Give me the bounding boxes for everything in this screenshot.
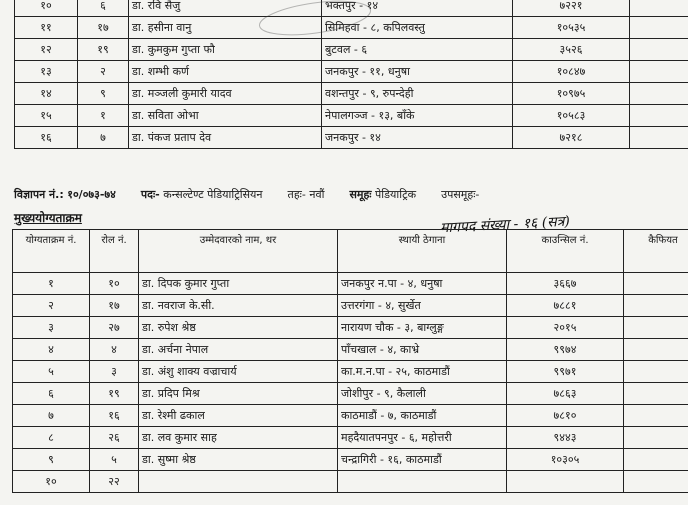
table-row <box>13 471 688 493</box>
cell-roll: १७ <box>78 17 129 39</box>
table-row <box>13 427 688 449</box>
cell-roll: १९ <box>90 383 139 405</box>
cell-roll: ६ <box>78 0 129 17</box>
cell-roll: २७ <box>90 317 139 339</box>
cell-council: १०३०५ <box>507 449 624 471</box>
cell-council: ९९७४ <box>507 339 624 361</box>
level-value: नवौं <box>309 188 325 201</box>
cell-roll: १६ <box>90 405 139 427</box>
cell-address: नेपालगञ्ज - १३, बाँके <box>322 105 513 127</box>
cell-remarks <box>624 405 688 427</box>
cell-roll: २२ <box>90 471 139 493</box>
header-name: उम्मेदवारको नाम, थर <box>139 230 338 273</box>
header-council: काउन्सिल नं. <box>507 230 624 273</box>
table-row <box>15 39 688 61</box>
cell-merit: १२ <box>15 39 78 61</box>
handwritten-note: मागपद संख्या - १६ (सत्र) <box>439 213 571 237</box>
cell-merit: ८ <box>13 427 90 449</box>
cell-name: डा. दिपक कुमार गुप्ता <box>139 273 338 295</box>
cell-name: डा. सुष्मा श्रेष्ठ <box>139 449 338 471</box>
cell-name: डा. पंकज प्रताप देव <box>129 127 322 149</box>
cell-name: डा. नवराज के.सी. <box>139 295 338 317</box>
cell-merit: १० <box>15 0 78 17</box>
table-row <box>15 61 688 83</box>
cell-merit: ९ <box>13 449 90 471</box>
cell-name: डा. लव कुमार साह <box>139 427 338 449</box>
cell-roll: १७ <box>90 295 139 317</box>
cell-roll: २ <box>78 61 129 83</box>
cell-roll: १ <box>78 105 129 127</box>
cell-remarks <box>624 273 688 295</box>
cell-remarks <box>624 361 688 383</box>
top-results-table <box>14 0 688 149</box>
cell-council: ७८१० <box>507 405 624 427</box>
cell-merit: १ <box>13 273 90 295</box>
cell-name: डा. रवि सैजु <box>129 0 322 17</box>
header-remarks: कैफियत <box>624 230 688 273</box>
cell-merit: ७ <box>13 405 90 427</box>
cell-council: १०९७५ <box>513 83 630 105</box>
cell-remarks <box>630 61 688 83</box>
cell-council: २०१५ <box>507 317 624 339</box>
cell-address <box>338 471 507 493</box>
cell-merit: २ <box>13 295 90 317</box>
cell-address: नारायण चौक - ३, बाग्लुङ्ग <box>338 317 507 339</box>
cell-name: डा. रुपेश श्रेष्ठ <box>139 317 338 339</box>
group-label: समूहः <box>349 188 372 201</box>
cell-address: पाँचखाल - ४, काभ्रे <box>338 339 507 361</box>
cell-council: ७८८१ <box>507 295 624 317</box>
cell-remarks <box>624 339 688 361</box>
cell-address: का.म.न.पा - २५, काठमाडौं <box>338 361 507 383</box>
cell-name: डा. रेश्मी ढकाल <box>139 405 338 427</box>
cell-remarks <box>630 127 688 149</box>
cell-name: डा. प्रदिप मिश्र <box>139 383 338 405</box>
table-row <box>15 127 688 149</box>
cell-address: सिमिहवा - ८, कपिलवस्तु <box>322 17 513 39</box>
merit-table <box>12 229 688 493</box>
cell-council: ७२१८ <box>513 127 630 149</box>
cell-name: डा. शम्भी कर्ण <box>129 61 322 83</box>
table-row <box>13 449 688 471</box>
cell-roll: १९ <box>78 39 129 61</box>
table-row <box>13 339 688 361</box>
table-row <box>13 383 688 405</box>
cell-council <box>507 471 624 493</box>
cell-address: जोशीपुर - ९, कैलाली <box>338 383 507 405</box>
cell-merit: १३ <box>15 61 78 83</box>
subgroup-label: उपसमूहः- <box>441 188 480 201</box>
cell-remarks <box>630 83 688 105</box>
advert-number: १०/०७३-७४ <box>67 188 116 201</box>
table-header-row <box>13 230 688 273</box>
table-row <box>13 405 688 427</box>
cell-name: डा. मञ्जली कुमारी यादव <box>129 83 322 105</box>
cell-address: उत्तरगंगा - ४, सुर्खेत <box>338 295 507 317</box>
merit-list-heading: मुख्ययोग्यताक्रम <box>14 211 82 225</box>
cell-name: डा. कुमकुम गुप्ता फौ <box>129 39 322 61</box>
cell-merit: १५ <box>15 105 78 127</box>
cell-remarks <box>624 449 688 471</box>
cell-council: १०५३५ <box>513 17 630 39</box>
cell-name <box>139 471 338 493</box>
header-roll: रोल नं. <box>90 230 139 273</box>
cell-address: भक्तपुर - १४ <box>322 0 513 17</box>
level-label: तहः- <box>287 188 306 201</box>
cell-roll: ४ <box>90 339 139 361</box>
cell-merit: १६ <box>15 127 78 149</box>
header-merit: योग्यताक्रम नं. <box>13 230 90 273</box>
cell-roll: १० <box>90 273 139 295</box>
cell-name: डा. हसीना वानु <box>129 17 322 39</box>
cell-address: वशन्तपुर - ९, रुपन्देही <box>322 83 513 105</box>
cell-address: जनकपुर न.पा - ४, धनुषा <box>338 273 507 295</box>
cell-council: १०८४७ <box>513 61 630 83</box>
table-row <box>13 317 688 339</box>
cell-remarks <box>630 0 688 17</box>
cell-roll: ७ <box>78 127 129 149</box>
cell-council: ९४४३ <box>507 427 624 449</box>
cell-council: १०५८३ <box>513 105 630 127</box>
cell-remarks <box>630 39 688 61</box>
cell-merit: ४ <box>13 339 90 361</box>
cell-roll: ५ <box>90 449 139 471</box>
table-row <box>13 273 688 295</box>
header-address: स्थायी ठेगाना <box>338 230 507 273</box>
cell-remarks <box>624 383 688 405</box>
cell-remarks <box>630 17 688 39</box>
table-row <box>15 17 688 39</box>
cell-council: ७२२१ <box>513 0 630 17</box>
cell-council: ३६६७ <box>507 273 624 295</box>
cell-name: डा. सविता ओभा <box>129 105 322 127</box>
cell-name: डा. अर्चना नेपाल <box>139 339 338 361</box>
post-value: कन्सल्टेण्ट पेडियाट्रिसियन <box>163 188 263 201</box>
cell-council: ३५२६ <box>513 39 630 61</box>
post-label: पदः- <box>140 188 160 201</box>
cell-roll: ३ <box>90 361 139 383</box>
cell-merit: १४ <box>15 83 78 105</box>
cell-address: काठमाडौं - ७, काठमाडौं <box>338 405 507 427</box>
group-value: पेडियाट्रिक <box>375 188 417 201</box>
cell-remarks <box>624 427 688 449</box>
cell-merit: ६ <box>13 383 90 405</box>
cell-remarks <box>624 295 688 317</box>
table-row <box>15 0 688 17</box>
cell-address: बुटवल - ६ <box>322 39 513 61</box>
cell-roll: २६ <box>90 427 139 449</box>
cell-merit: ५ <box>13 361 90 383</box>
cell-remarks <box>630 105 688 127</box>
table-row <box>13 295 688 317</box>
cell-name: डा. अंशु शाक्य वज्राचार्य <box>139 361 338 383</box>
cell-merit: ११ <box>15 17 78 39</box>
advert-label: विज्ञापन नं.: <box>14 188 64 201</box>
table-row <box>13 361 688 383</box>
cell-merit: ३ <box>13 317 90 339</box>
advertisement-info <box>14 187 479 202</box>
cell-remarks <box>624 471 688 493</box>
cell-council: ९९७१ <box>507 361 624 383</box>
table-row <box>15 83 688 105</box>
cell-council: ७८६३ <box>507 383 624 405</box>
cell-address: चन्द्रागिरी - १६, काठमाडौं <box>338 449 507 471</box>
cell-address: जनकपुर - १४ <box>322 127 513 149</box>
cell-merit: १० <box>13 471 90 493</box>
table-row <box>15 105 688 127</box>
cell-address: जनकपुर - ११, धनुषा <box>322 61 513 83</box>
cell-remarks <box>624 317 688 339</box>
cell-address: महदैयातपनपुर - ६, महोत्तरी <box>338 427 507 449</box>
cell-roll: ९ <box>78 83 129 105</box>
